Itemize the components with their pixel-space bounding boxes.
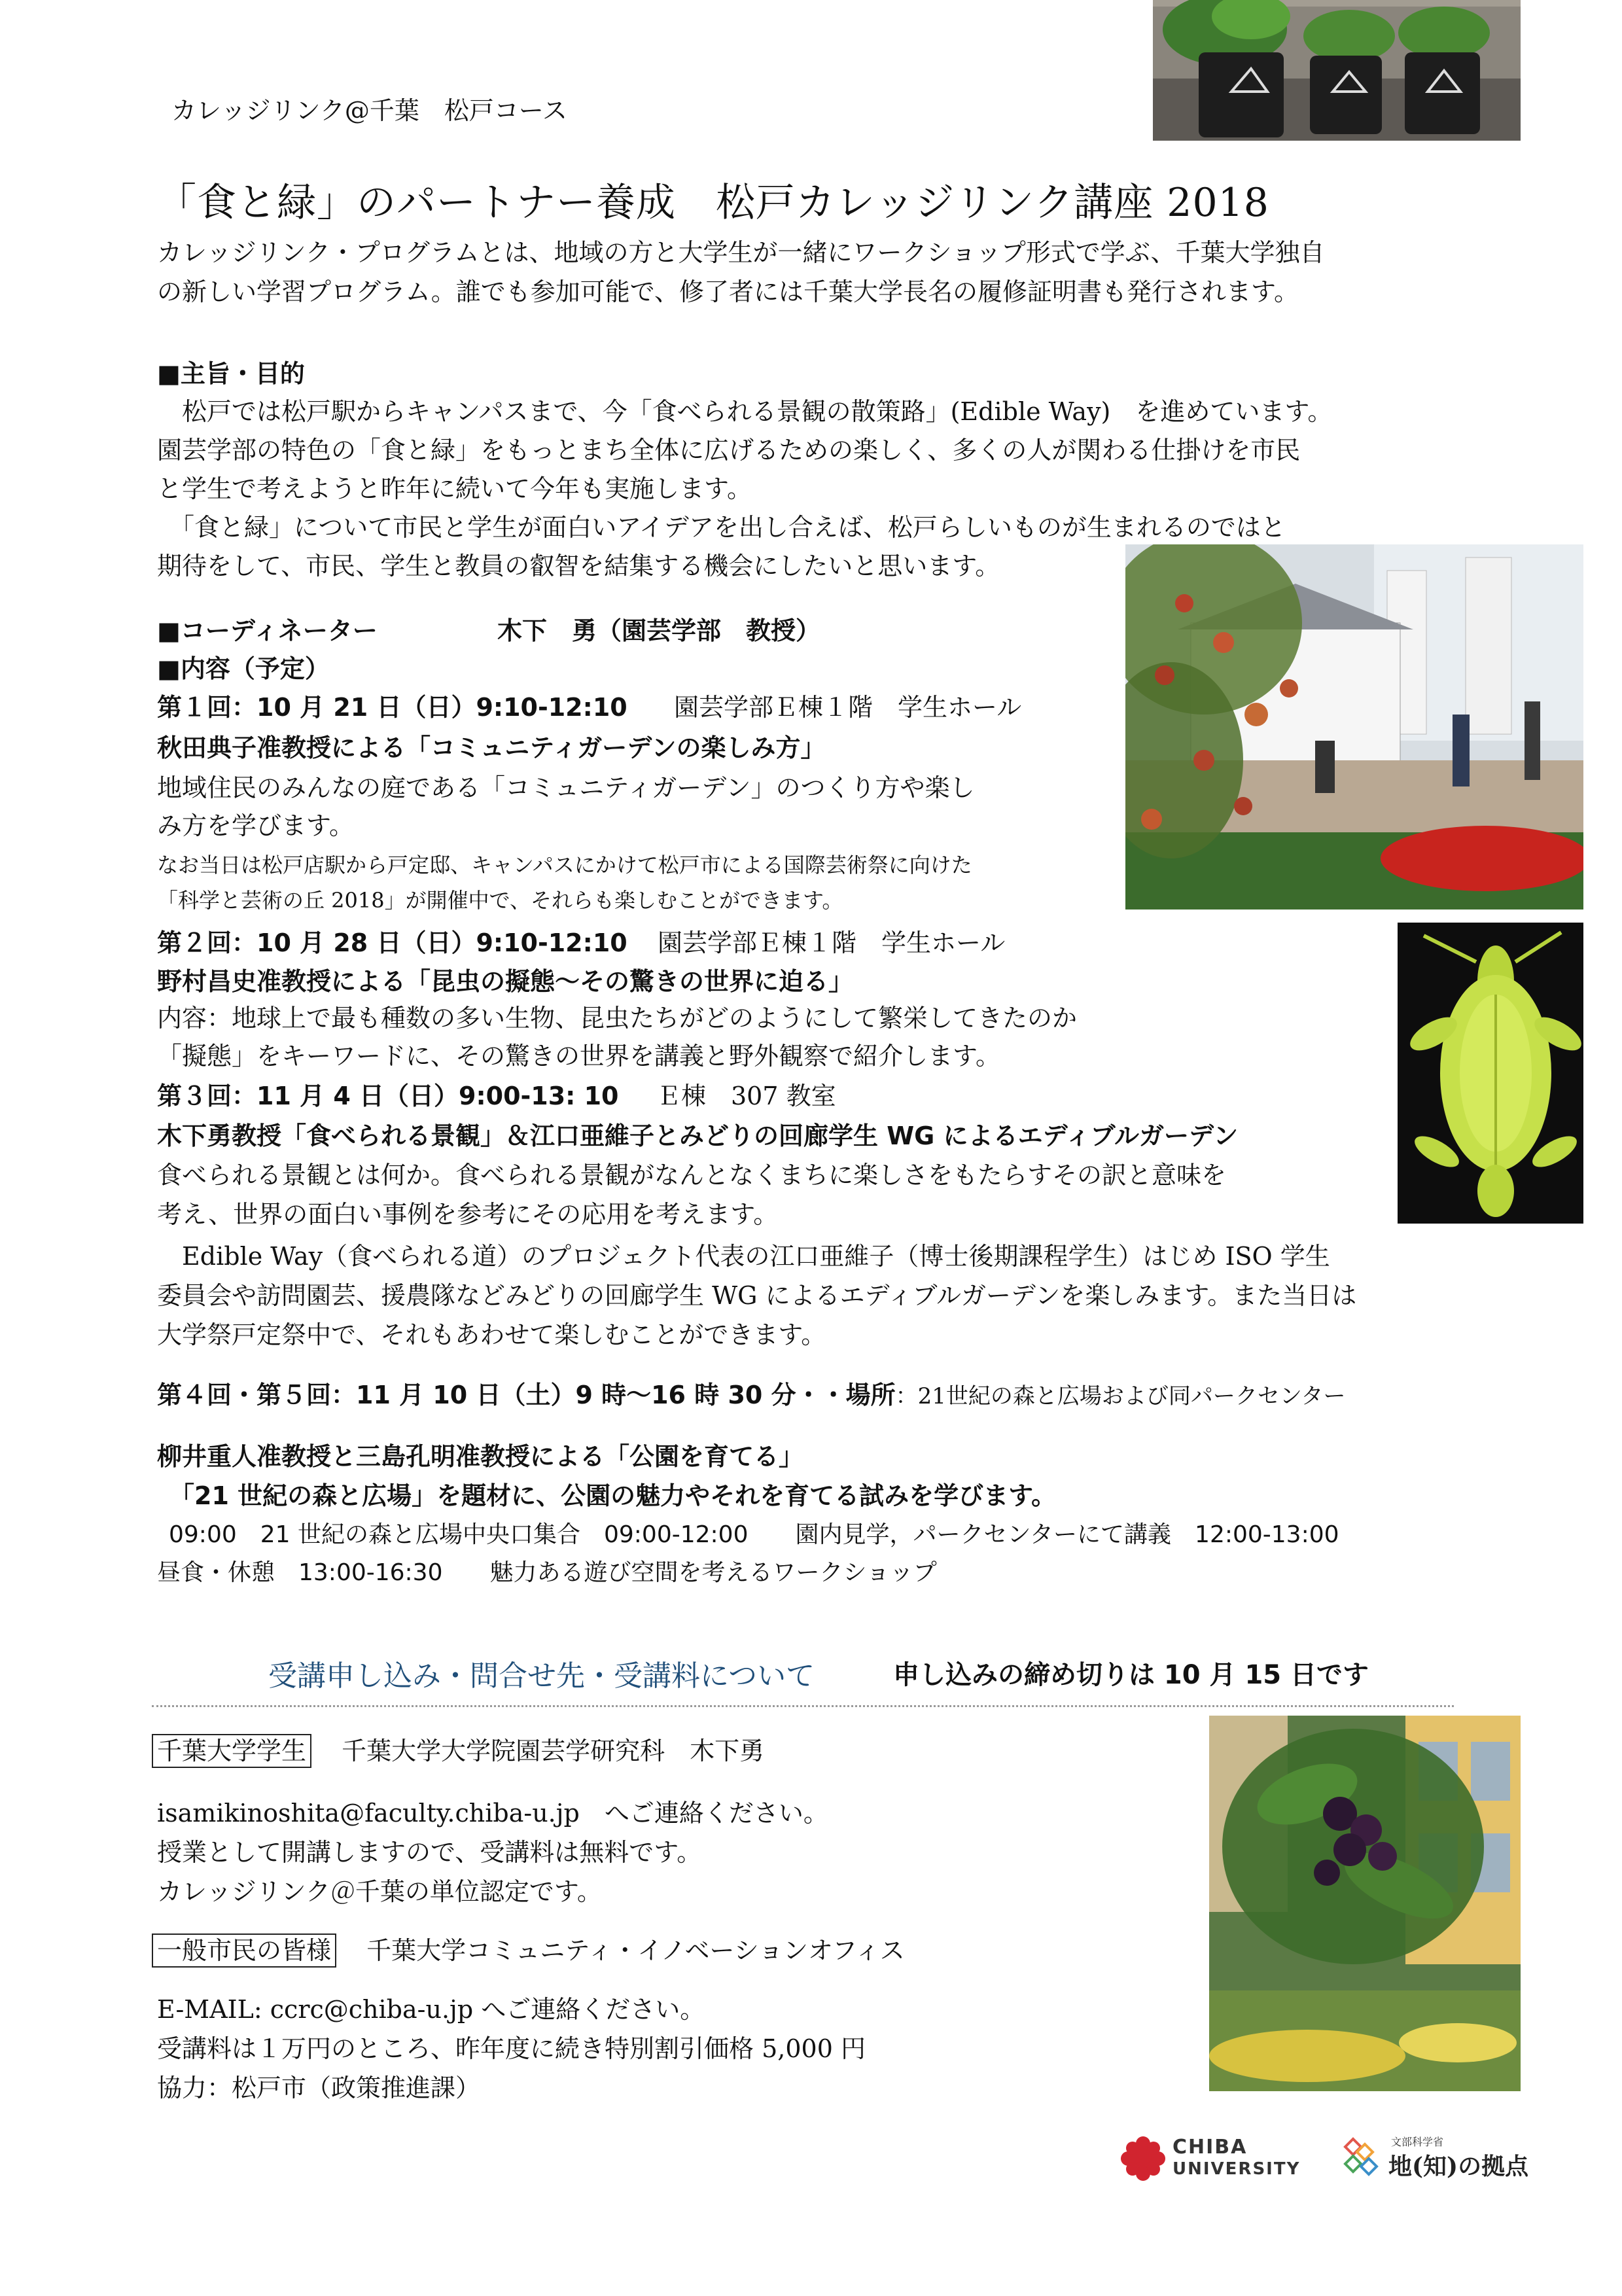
divider [152, 1705, 1454, 1707]
session-3-desc: 考え、世界の面白い事例を参考にその応用を考えます。 [157, 1200, 779, 1229]
session-45-schedule: 09:00 21 世紀の森と広場中央口集合 09:00-12:00 園内見学，パークセンターにて講義 12:00-13:00 [169, 1521, 1339, 1548]
coordinator-name: 木下 勇（園芸学部 教授） [497, 616, 821, 645]
session-45-talk: 柳井重人准教授と三島孔明准教授による「公園を育てる」 [157, 1442, 804, 1471]
session-3-desc: 食べられる景観とは何か。食べられる景観がなんとなくまちに楽しさをもたらすその訳と意味を [157, 1161, 1227, 1190]
session-3-desc: 大学祭戸定祭中で、それもあわせて楽しむことができます。 [157, 1320, 826, 1349]
students-org: 千葉大学大学院園芸学研究科 木下勇 [342, 1737, 765, 1765]
session-2-when: 第２回：10 月 28 日（日）9:10-12:10 [157, 928, 627, 957]
session-3-where: Ｅ棟 307 教室 [656, 1082, 836, 1110]
chiba-logo-line2: UNIVERSITY [1172, 2159, 1301, 2179]
session-45-when [157, 1378, 1345, 1413]
course-name: カレッジリンク@千葉 松戸コース [171, 96, 567, 125]
intro-line: カレッジリンク・プログラムとは、地域の方と大学生が一緒にワークショップ形式で学ぶ、千葉大学独自 [157, 238, 1325, 267]
students-email[interactable]: isamikinoshita@faculty.chiba-u.jp へご連絡ください。 [157, 1799, 828, 1828]
session-2-where: 園芸学部Ｅ棟１階 学生ホール [658, 928, 1006, 957]
coc-diamond-icon [1343, 2136, 1384, 2178]
contents-heading: ■内容（予定） [157, 654, 330, 683]
coc-logo [1343, 2130, 1532, 2182]
public-email[interactable]: E-MAIL: ccrc@chiba-u.jp へご連絡ください。 [157, 1995, 705, 2024]
session-1-note: 「科学と芸術の丘 2018」が開催中で、それらも楽しむことができます。 [157, 888, 843, 913]
session-45-schedule: 昼食・休憩 13:00-16:30 魅力ある遊び空間を考えるワークショップ [157, 1559, 937, 1586]
chiba-emblem-icon [1120, 2136, 1166, 2181]
intro-line: の新しい学習プログラム。誰でも参加可能で、修了者には千葉大学長名の履修証明書も発行されます。 [157, 277, 1299, 306]
students-label: 千葉大学学生 [152, 1734, 311, 1768]
session-45-theme: 「21 世紀の森と広場」を題材に、公園の魅力やそれを育てる試みを学びます。 [157, 1481, 1057, 1510]
public-fee: 受講料は１万円のところ、昨年度に続き特別割引価格 5,000 円 [157, 2034, 866, 2063]
deadline-notice: 申し込みの締め切りは 10 月 15 日です [893, 1660, 1369, 1690]
campus-apple-photo [1125, 544, 1583, 910]
plum-tree-photo [1209, 1716, 1521, 2091]
chiba-logo-line1: CHIBA [1172, 2136, 1248, 2159]
purpose-line: 「食と緑」について市民と学生が面白いアイデアを出し合えば、松戸らしいものが生まれるのではと [157, 513, 1286, 542]
public-org: 千葉大学コミュニティ・イノベーションオフィス [366, 1936, 905, 1965]
session-3-desc: Edible Way（食べられる道）のプロジェクト代表の江口亜維子（博士後期課程学生）はじめ ISO 学生 [157, 1242, 1330, 1271]
coordinator-label: ■コーディネーター [157, 616, 378, 645]
students-block [152, 1734, 764, 1768]
coc-main-text: 地(知)の拠点 [1388, 2153, 1529, 2180]
session-3-when: 第３回：11 月 4 日（日）9:00-13: 10 [157, 1082, 619, 1110]
page-title: 「食と緑」のパートナー養成 松戸カレッジリンク講座 2018 [157, 180, 1269, 226]
purpose-line: 期待をして、市民、学生と教員の叡智を結集する機会にしたいと思います。 [157, 552, 1000, 580]
chiba-university-logo [1120, 2134, 1316, 2184]
contact-heading: 受講申し込み・問合せ先・受講料について [268, 1659, 815, 1693]
students-fee: 授業として開講しますので、受講料は無料です。 [157, 1838, 702, 1867]
session-2-talk: 野村昌史准教授による「昆虫の擬態～その驚きの世界に迫る」 [157, 967, 854, 996]
public-cooperation: 協力：松戸市（政策推進課） [157, 2074, 481, 2102]
session-1-desc: 地域住民のみんなの庭である「コミュニティガーデン」のつくり方や楽し [157, 773, 975, 802]
session-2-desc: 「擬態」をキーワードに、その驚きの世界を講義と野外観察で紹介します。 [157, 1042, 1000, 1070]
purpose-line: と学生で考えようと昨年に続いて今年も実施します。 [157, 474, 752, 503]
session-1-where: 園芸学部Ｅ棟１階 学生ホール [674, 693, 1022, 722]
purpose-line: 松戸では松戸駅からキャンパスまで、今「食べられる景観の散策路」(Edible Way) を進めています。 [157, 397, 1333, 426]
public-label: 一般市民の皆様 [152, 1934, 336, 1968]
session-1-talk: 秋田典子准教授による「コミュニティガーデンの楽しみ方」 [157, 733, 826, 762]
planters-photo [1153, 0, 1521, 141]
session-2-desc: 内容：地球上で最も種数の多い生物、昆虫たちがどのようにして繁栄してきたのか [157, 1004, 1078, 1033]
session-45-place: ：21世紀の森と広場および同パークセンター [895, 1383, 1346, 1409]
session-3-talk: 木下勇教授「食べられる景観」＆江口亜維子とみどりの回廊学生 WG によるエディブルガーデン [157, 1122, 1239, 1150]
session-1-desc: み方を学びます。 [157, 811, 354, 840]
coc-small-text: 文部科学省 [1391, 2136, 1444, 2148]
students-credit: カレッジリンク＠千葉の単位認定です。 [157, 1877, 602, 1906]
purpose-heading: ■主旨・目的 [157, 359, 305, 388]
purpose-line: 園芸学部の特色の「食と緑」をもっとまち全体に広げるための楽しく、多くの人が関わる仕掛けを市民 [157, 436, 1301, 465]
public-block [152, 1934, 905, 1968]
session-45-date: 第４回・第５回：11 月 10 日（土）9 時～16 時 30 分・・場所 [157, 1381, 896, 1409]
leaf-insect-photo [1398, 923, 1583, 1224]
session-1-note: なお当日は松戸店駅から戸定邸、キャンパスにかけて松戸市による国際芸術祭に向けた [157, 853, 972, 877]
session-1-when: 第１回：10 月 21 日（日）9:10-12:10 [157, 693, 627, 722]
session-3-desc: 委員会や訪問園芸、援農隊などみどりの回廊学生 WG によるエディブルガーデンを楽しみます。また当日は [157, 1281, 1357, 1310]
